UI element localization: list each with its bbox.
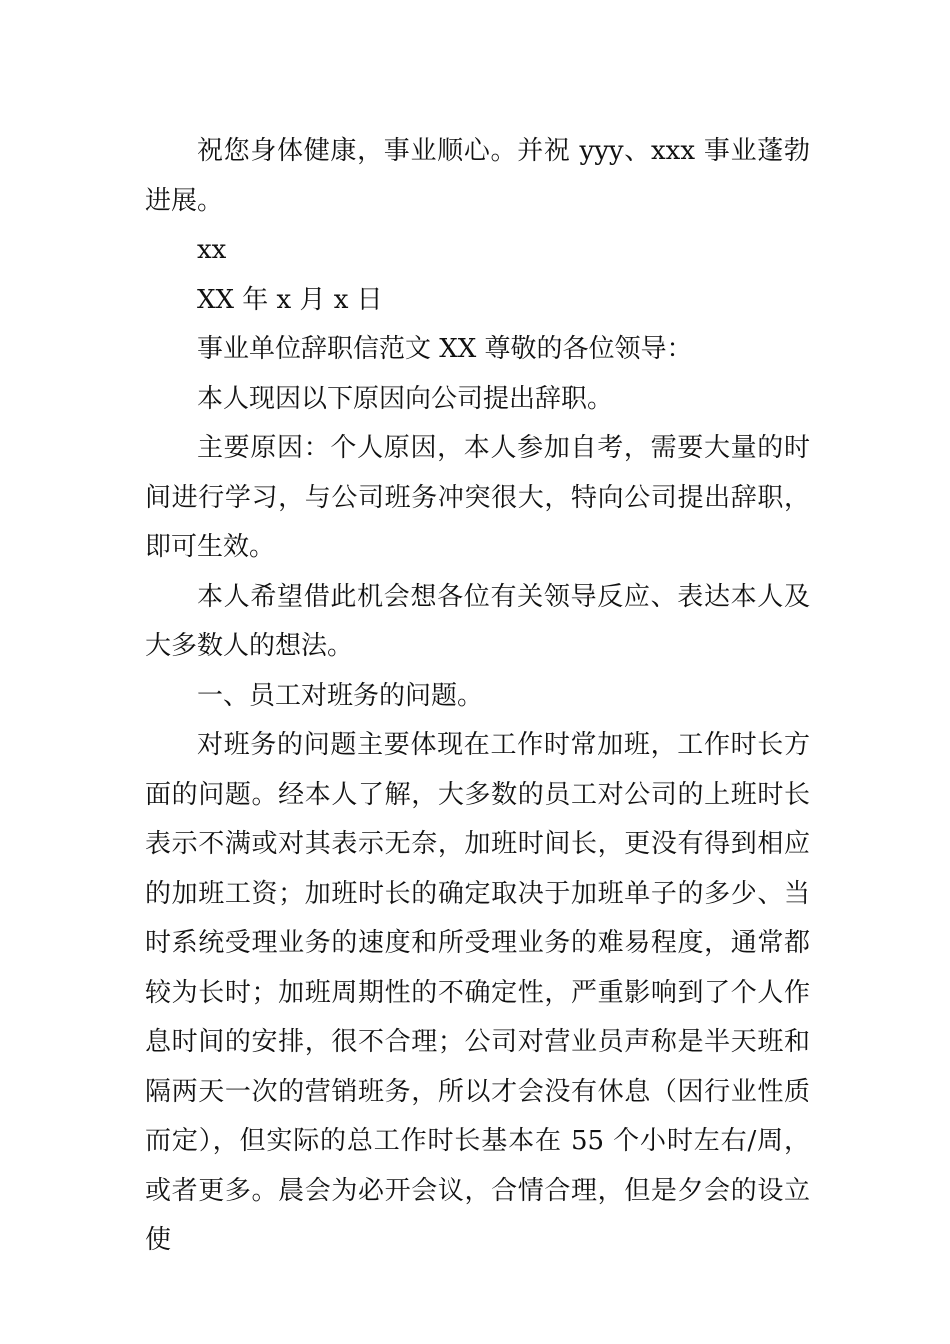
section-heading-1: 一、员工对班务的问题。 [197,680,484,711]
resignation-statement: 本人现因以下原因向公司提出辞职。 [197,383,614,414]
document-page [145,127,810,1266]
letter-title-salutation: 事业单位辞职信范文 XX 尊敬的各位领导： [197,334,693,364]
section-1-body: 对班务的问题主要体现在工作时常加班，工作时长方面的问题。经本人了解，大多数的员工对公司的上班时长表示不满或对其表示无奈，加班时间长，更没有得到相应的加班工资；加班时长的确定取决于加班单子的多少、当时系统受理业务的速度和所受理业务的难易程度，通常都较为长时；加班周期性的不确定性，严重影响到了个人作息时间的安排，很不合理；公司对营业员声称是半天班和隔两天一次的营销班务，所以才会没有休息（因行业性质而定），但实际的总工作时长基本在 55 个小时左右/周，或者更多。晨会为必开会议，合情合理，但是夕会的设立使 [145,730,810,1255]
signature-name: xx [197,235,227,265]
main-reason-paragraph: 主要原因：个人原因，本人参加自考，需要大量的时间进行学习，与公司班务冲突很大，特向公司提出辞职，即可生效。 [145,433,810,562]
intent-paragraph: 本人希望借此机会想各位有关领导反应、表达本人及大多数人的想法。 [145,581,810,661]
closing-wish-paragraph: 祝您身体健康，事业顺心。并祝 yyy、xxx 事业蓬勃进展。 [145,136,810,216]
signature-date: XX 年 x 月 x 日 [197,284,383,315]
